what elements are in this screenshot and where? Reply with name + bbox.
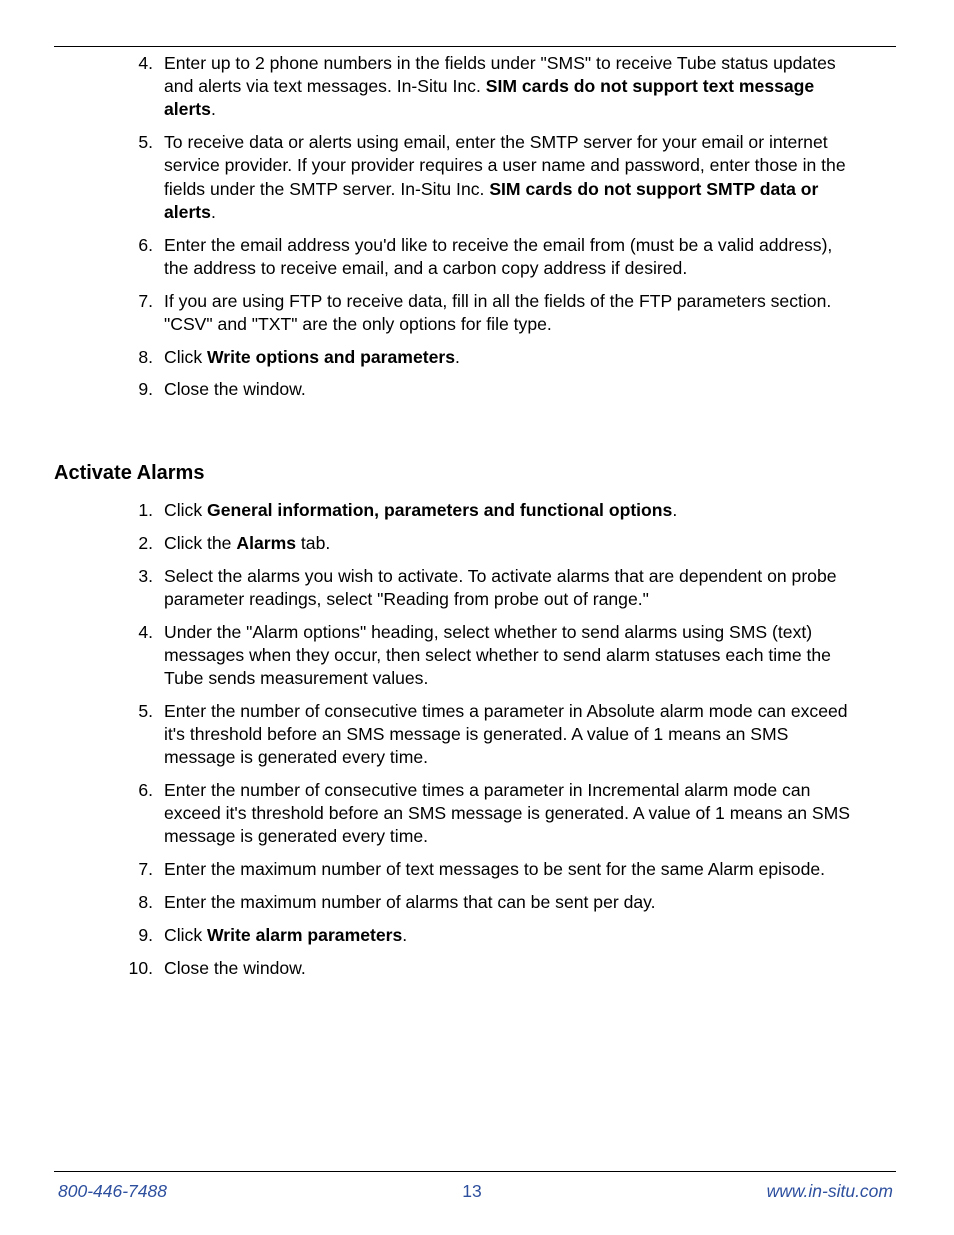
- list-item: [54, 346, 854, 369]
- step-number: 8.: [138, 892, 153, 912]
- list-item: [54, 131, 854, 224]
- step-text-end: .: [402, 924, 408, 945]
- step-text: Enter up to 2 phone numbers in the fields under "SMS" to receive Tube status updates and alerts via text messages. In-Situ Inc.: [164, 53, 836, 97]
- step-number: 5.: [138, 132, 153, 153]
- step-text: Enter the number of consecutive times a parameter in Incremental alarm mode can exceed it's threshold before an SMS message is generated. A value of 1 means an SMS message is generated every time.: [164, 780, 851, 847]
- step-text-end: .: [672, 500, 678, 520]
- step-text: Close the window.: [164, 957, 306, 978]
- step-text: Select the alarms you wish to activate. To activate alarms that are dependent on probe parameter readings, select "Reading from probe out of range.": [164, 565, 837, 609]
- step-text: Click: [164, 500, 208, 520]
- list-item: [54, 532, 854, 555]
- steps-list-sms-email-ftp: [54, 52, 854, 411]
- list-item: [54, 52, 854, 122]
- list-item: [54, 290, 854, 336]
- step-text: Click the: [164, 532, 237, 553]
- footer-page-number: 13: [462, 1181, 482, 1201]
- step-text: Click: [164, 924, 208, 945]
- step-number: 6.: [138, 234, 153, 255]
- step-number: 9.: [138, 924, 153, 945]
- step-text-end: .: [455, 346, 460, 367]
- step-text: Close the window.: [164, 379, 306, 400]
- step-number: 7.: [138, 290, 153, 311]
- step-text: To receive data or alerts using email, enter the SMTP server for your email or internet service provider. If your provider requires a user name and password, enter those in the fields under the SMTP server. In-Situ Inc.: [164, 132, 846, 199]
- list-item: [54, 621, 854, 691]
- step-number: 4.: [138, 53, 153, 73]
- footer-website-link[interactable]: www.in-situ.com: [766, 1181, 893, 1201]
- list-item: [54, 924, 854, 947]
- step-text: Enter the number of consecutive times a parameter in Absolute alarm mode can exceed it's threshold before an SMS message is generated. A value of 1 means an SMS message is generated every time.: [164, 700, 848, 768]
- step-bold-text: Alarms: [236, 532, 297, 553]
- list-item: [54, 891, 854, 914]
- footer-phone: 800-446-7488: [58, 1181, 167, 1201]
- list-item: [54, 957, 854, 980]
- list-item: [54, 565, 854, 611]
- list-item: [54, 378, 854, 401]
- step-number: 3.: [138, 565, 153, 586]
- step-bold-text: General information, parameters and functional options: [207, 500, 673, 520]
- step-text-end: tab.: [296, 532, 331, 553]
- list-item: [54, 499, 854, 522]
- step-text: If you are using FTP to receive data, fill in all the fields of the FTP parameters section. "CSV" and "TXT" are the only options for file type.: [164, 290, 832, 334]
- step-text: Click: [164, 346, 208, 367]
- step-bold-text: Write options and parameters: [207, 346, 456, 367]
- step-number: 1.: [138, 500, 153, 520]
- list-item: [54, 700, 854, 770]
- step-number: 4.: [138, 621, 153, 642]
- step-number: 6.: [138, 780, 153, 800]
- step-text: Enter the maximum number of alarms that can be sent per day.: [164, 892, 656, 912]
- step-text: Under the "Alarm options" heading, select whether to send alarms using SMS (text) messages when they occur, then select whether to send alarm statuses each time the Tube sends measurement values.: [164, 621, 831, 688]
- section-heading: Activate Alarms: [54, 462, 205, 484]
- list-item: [54, 234, 854, 280]
- step-number: 9.: [138, 379, 153, 400]
- step-bold-text: SIM cards do not support SMTP data or alerts: [164, 178, 819, 222]
- list-item: [54, 779, 854, 849]
- header-rule: [54, 46, 896, 47]
- step-bold-text: SIM cards do not support text message alerts: [164, 76, 815, 120]
- steps-list-activate-alarms: [54, 499, 854, 989]
- step-bold-text: Write alarm parameters: [207, 924, 403, 945]
- footer-rule: [54, 1171, 896, 1172]
- step-number: 10.: [128, 957, 153, 978]
- step-number: 5.: [138, 700, 153, 721]
- step-number: 2.: [138, 532, 153, 553]
- step-text-end: .: [210, 99, 216, 120]
- step-number: 7.: [138, 859, 153, 880]
- step-text: Enter the email address you'd like to receive the email from (must be a valid address), the address to receive email, and a carbon copy address if desired.: [164, 234, 833, 278]
- step-number: 8.: [138, 346, 153, 367]
- list-item: [54, 858, 854, 881]
- step-text-end: .: [210, 201, 216, 222]
- step-text: Enter the maximum number of text messages to be sent for the same Alarm episode.: [164, 859, 826, 880]
